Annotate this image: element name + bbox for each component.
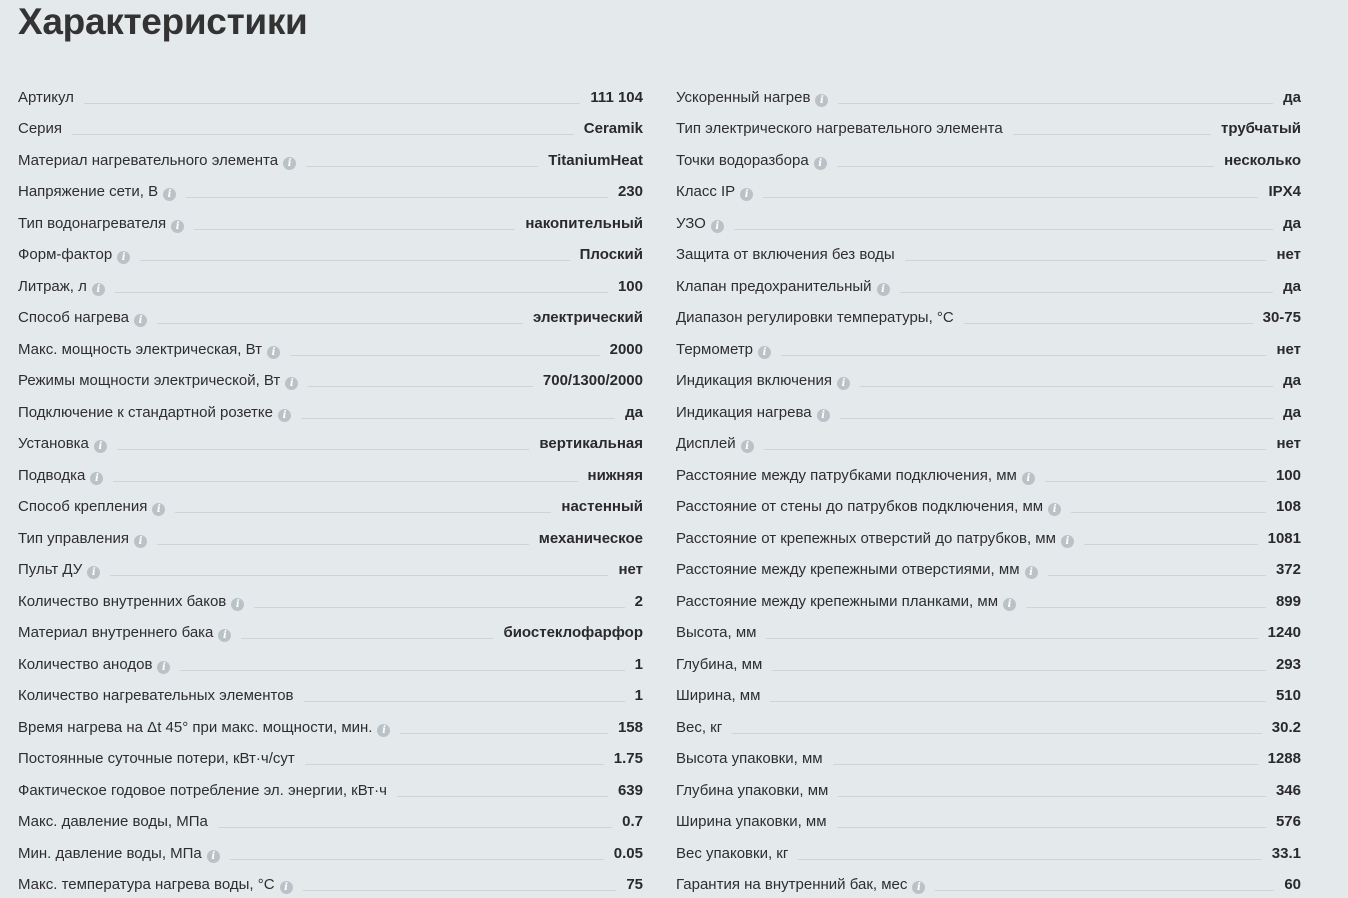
leader-line xyxy=(115,292,608,293)
leader-line xyxy=(833,764,1258,765)
spec-value: 899 xyxy=(1276,593,1301,611)
spec-value: вертикальная xyxy=(539,435,643,453)
page-title: Характеристики xyxy=(18,0,308,44)
spec-row xyxy=(676,426,1301,458)
spec-row xyxy=(676,583,1301,615)
info-icon[interactable]: i xyxy=(377,724,390,737)
spec-row xyxy=(676,300,1301,332)
spec-row xyxy=(18,426,643,458)
info-icon[interactable]: i xyxy=(171,220,184,233)
spec-value: нижняя xyxy=(588,467,643,485)
spec-label: Постоянные суточные потери, кВт·ч/сут xyxy=(18,750,295,768)
leader-line xyxy=(140,260,569,261)
spec-row xyxy=(18,205,643,237)
info-icon[interactable]: i xyxy=(267,346,280,359)
spec-label: Литраж, л xyxy=(18,278,87,296)
info-icon[interactable]: i xyxy=(877,283,890,296)
spec-row xyxy=(676,615,1301,647)
spec-value: Плоский xyxy=(580,246,643,264)
spec-label: Высота, мм xyxy=(676,624,756,642)
spec-value: 0.05 xyxy=(614,845,643,863)
spec-value: 108 xyxy=(1276,498,1301,516)
leader-line xyxy=(180,670,624,671)
leader-line xyxy=(306,166,538,167)
spec-row xyxy=(18,268,643,300)
spec-row xyxy=(18,331,643,363)
spec-value: 510 xyxy=(1276,687,1301,705)
spec-label: Установка xyxy=(18,435,89,453)
leader-line xyxy=(764,449,1267,450)
spec-label: Подводка xyxy=(18,467,85,485)
spec-row xyxy=(676,804,1301,836)
spec-value: 100 xyxy=(618,278,643,296)
spec-value: да xyxy=(1283,278,1301,296)
info-icon[interactable]: i xyxy=(1025,566,1038,579)
spec-label: Клапан предохранительный xyxy=(676,278,872,296)
spec-row xyxy=(676,489,1301,521)
spec-label: Способ крепления xyxy=(18,498,147,516)
leader-line xyxy=(1071,512,1266,513)
spec-row xyxy=(18,457,643,489)
leader-line xyxy=(1045,481,1266,482)
leader-line xyxy=(798,859,1261,860)
leader-line xyxy=(900,292,1274,293)
spec-row xyxy=(676,867,1301,898)
spec-row xyxy=(18,363,643,395)
leader-line xyxy=(301,418,615,419)
spec-label: Термометр xyxy=(676,341,753,359)
spec-value: нет xyxy=(1276,246,1301,264)
leader-line xyxy=(84,103,581,104)
spec-label: Ширина упаковки, мм xyxy=(676,813,827,831)
spec-value: электрический xyxy=(533,309,643,327)
spec-value: несколько xyxy=(1224,152,1301,170)
leader-line xyxy=(1084,544,1258,545)
leader-line xyxy=(241,638,493,639)
spec-value: 1 xyxy=(635,687,643,705)
spec-label: Дисплей xyxy=(676,435,736,453)
spec-row xyxy=(18,142,643,174)
leader-line xyxy=(194,229,515,230)
info-icon[interactable]: i xyxy=(90,472,103,485)
leader-line xyxy=(964,323,1253,324)
spec-label: Гарантия на внутренний бак, мес xyxy=(676,876,907,894)
spec-value: 293 xyxy=(1276,656,1301,674)
spec-value: 30.2 xyxy=(1272,719,1301,737)
spec-value: 576 xyxy=(1276,813,1301,831)
spec-value: 1081 xyxy=(1268,530,1301,548)
spec-row xyxy=(676,205,1301,237)
spec-row xyxy=(18,489,643,521)
leader-line xyxy=(770,701,1266,702)
spec-label: УЗО xyxy=(676,215,706,233)
spec-label: Тип водонагревателя xyxy=(18,215,166,233)
spec-row xyxy=(18,237,643,269)
spec-label: Расстояние от стены до патрубков подключения, мм xyxy=(676,498,1043,516)
spec-row xyxy=(676,268,1301,300)
spec-label: Макс. давление воды, МПа xyxy=(18,813,208,831)
spec-row xyxy=(676,394,1301,426)
info-icon[interactable]: i xyxy=(117,251,130,264)
info-icon[interactable]: i xyxy=(912,881,925,894)
spec-value: 33.1 xyxy=(1272,845,1301,863)
spec-label: Ширина, мм xyxy=(676,687,760,705)
spec-row xyxy=(18,300,643,332)
info-icon[interactable]: i xyxy=(134,314,147,327)
leader-line xyxy=(397,796,608,797)
spec-label: Количество анодов xyxy=(18,656,152,674)
spec-label: Защита от включения без воды xyxy=(676,246,895,264)
spec-row xyxy=(18,552,643,584)
spec-value: трубчатый xyxy=(1221,120,1301,138)
info-icon[interactable]: i xyxy=(1003,598,1016,611)
spec-row xyxy=(676,741,1301,773)
info-icon[interactable]: i xyxy=(740,188,753,201)
spec-row xyxy=(676,709,1301,741)
info-icon[interactable]: i xyxy=(157,661,170,674)
leader-line xyxy=(113,481,577,482)
spec-row xyxy=(18,174,643,206)
spec-value: 1240 xyxy=(1268,624,1301,642)
spec-row xyxy=(18,520,643,552)
spec-value: 700/1300/2000 xyxy=(543,372,643,390)
spec-row xyxy=(18,646,643,678)
spec-label: Глубина упаковки, мм xyxy=(676,782,828,800)
info-icon[interactable]: i xyxy=(1022,472,1035,485)
specs-column-left xyxy=(18,79,643,898)
spec-value: 111 104 xyxy=(590,89,643,107)
info-icon[interactable]: i xyxy=(1048,503,1061,516)
info-icon[interactable]: i xyxy=(285,377,298,390)
leader-line xyxy=(218,827,612,828)
spec-row xyxy=(676,111,1301,143)
spec-label: Макс. температура нагрева воды, °С xyxy=(18,876,275,894)
specs-column-right xyxy=(676,79,1301,898)
spec-value: 346 xyxy=(1276,782,1301,800)
spec-label: Материал внутреннего бака xyxy=(18,624,213,642)
spec-row xyxy=(676,835,1301,867)
spec-label: Время нагрева на Δt 45° при макс. мощности, мин. xyxy=(18,719,372,737)
info-icon[interactable]: i xyxy=(94,440,107,453)
leader-line xyxy=(763,197,1258,198)
spec-label: Артикул xyxy=(18,89,74,107)
leader-line xyxy=(905,260,1267,261)
spec-row xyxy=(18,678,643,710)
spec-value: да xyxy=(1283,89,1301,107)
spec-value: биостеклофарфор xyxy=(503,624,643,642)
spec-value: 30-75 xyxy=(1263,309,1301,327)
info-icon[interactable]: i xyxy=(283,157,296,170)
spec-row xyxy=(676,772,1301,804)
leader-line xyxy=(837,166,1214,167)
info-icon[interactable]: i xyxy=(815,94,828,107)
leader-line xyxy=(304,701,625,702)
leader-line xyxy=(838,796,1266,797)
leader-line xyxy=(308,386,533,387)
spec-value: 100 xyxy=(1276,467,1301,485)
info-icon[interactable]: i xyxy=(92,283,105,296)
spec-label: Пульт ДУ xyxy=(18,561,82,579)
leader-line xyxy=(110,575,608,576)
spec-row xyxy=(676,174,1301,206)
spec-row xyxy=(676,79,1301,111)
spec-label: Расстояние между патрубками подключения, мм xyxy=(676,467,1017,485)
spec-label: Способ нагрева xyxy=(18,309,129,327)
info-icon[interactable]: i xyxy=(280,881,293,894)
spec-value: TitaniumHeat xyxy=(548,152,643,170)
spec-value: 1.75 xyxy=(614,750,643,768)
spec-value: 2000 xyxy=(610,341,643,359)
leader-line xyxy=(157,544,529,545)
spec-row xyxy=(676,678,1301,710)
info-icon[interactable]: i xyxy=(817,409,830,422)
spec-value: 60 xyxy=(1284,876,1301,894)
spec-row xyxy=(18,772,643,804)
info-icon[interactable]: i xyxy=(87,566,100,579)
leader-line xyxy=(290,355,600,356)
spec-label: Расстояние от крепежных отверстий до патрубков, мм xyxy=(676,530,1056,548)
spec-label: Тип электрического нагревательного элемента xyxy=(676,120,1003,138)
leader-line xyxy=(157,323,523,324)
leader-line xyxy=(1026,607,1266,608)
spec-row xyxy=(18,615,643,647)
spec-value: 1 xyxy=(635,656,643,674)
spec-value: механическое xyxy=(539,530,643,548)
info-icon[interactable]: i xyxy=(711,220,724,233)
spec-value: накопительный xyxy=(525,215,643,233)
leader-line xyxy=(1048,575,1266,576)
spec-label: Класс IP xyxy=(676,183,735,201)
spec-label: Мин. давление воды, МПа xyxy=(18,845,202,863)
spec-row xyxy=(18,709,643,741)
spec-label: Вес, кг xyxy=(676,719,722,737)
leader-line xyxy=(781,355,1266,356)
info-icon[interactable]: i xyxy=(837,377,850,390)
info-icon[interactable]: i xyxy=(152,503,165,516)
spec-row xyxy=(18,111,643,143)
spec-row xyxy=(18,867,643,898)
leader-line xyxy=(1013,134,1211,135)
spec-row xyxy=(18,79,643,111)
spec-label: Режимы мощности электрической, Вт xyxy=(18,372,280,390)
spec-row xyxy=(676,237,1301,269)
leader-line xyxy=(732,733,1262,734)
spec-label: Высота упаковки, мм xyxy=(676,750,823,768)
leader-line xyxy=(766,638,1257,639)
info-icon[interactable]: i xyxy=(134,535,147,548)
leader-line xyxy=(303,890,617,891)
spec-label: Точки водоразбора xyxy=(676,152,809,170)
spec-row xyxy=(18,394,643,426)
spec-row xyxy=(18,835,643,867)
leader-line xyxy=(772,670,1266,671)
spec-row xyxy=(18,804,643,836)
spec-label: Расстояние между крепежными планками, мм xyxy=(676,593,998,611)
spec-label: Ускоренный нагрев xyxy=(676,89,810,107)
spec-row xyxy=(676,457,1301,489)
spec-label: Глубина, мм xyxy=(676,656,762,674)
leader-line xyxy=(838,103,1273,104)
leader-line xyxy=(117,449,529,450)
leader-line xyxy=(837,827,1266,828)
info-icon[interactable]: i xyxy=(741,440,754,453)
spec-value: 1288 xyxy=(1268,750,1301,768)
leader-line xyxy=(400,733,608,734)
spec-value: Ceramik xyxy=(584,120,643,138)
spec-row xyxy=(18,741,643,773)
info-icon[interactable]: i xyxy=(218,629,231,642)
info-icon[interactable]: i xyxy=(163,188,176,201)
spec-label: Тип управления xyxy=(18,530,129,548)
spec-row xyxy=(676,331,1301,363)
info-icon[interactable]: i xyxy=(278,409,291,422)
leader-line xyxy=(860,386,1273,387)
leader-line xyxy=(254,607,624,608)
spec-label: Диапазон регулировки температуры, °С xyxy=(676,309,954,327)
spec-label: Индикация включения xyxy=(676,372,832,390)
spec-value: да xyxy=(1283,404,1301,422)
info-icon[interactable]: i xyxy=(231,598,244,611)
spec-row xyxy=(676,142,1301,174)
spec-value: нет xyxy=(1276,435,1301,453)
spec-value: нет xyxy=(618,561,643,579)
leader-line xyxy=(935,890,1274,891)
spec-label: Материал нагревательного элемента xyxy=(18,152,278,170)
spec-label: Макс. мощность электрическая, Вт xyxy=(18,341,262,359)
spec-value: нет xyxy=(1276,341,1301,359)
spec-row xyxy=(676,520,1301,552)
spec-value: настенный xyxy=(561,498,643,516)
spec-value: 75 xyxy=(626,876,643,894)
leader-line xyxy=(175,512,551,513)
spec-label: Вес упаковки, кг xyxy=(676,845,788,863)
leader-line xyxy=(186,197,608,198)
spec-row xyxy=(676,552,1301,584)
spec-row xyxy=(18,583,643,615)
leader-line xyxy=(72,134,574,135)
spec-value: 230 xyxy=(618,183,643,201)
spec-label: Форм-фактор xyxy=(18,246,112,264)
spec-label: Количество внутренних баков xyxy=(18,593,226,611)
spec-row xyxy=(676,646,1301,678)
spec-value: 0.7 xyxy=(622,813,643,831)
spec-value: 372 xyxy=(1276,561,1301,579)
info-icon[interactable]: i xyxy=(814,157,827,170)
spec-label: Серия xyxy=(18,120,62,138)
info-icon[interactable]: i xyxy=(758,346,771,359)
leader-line xyxy=(230,859,604,860)
spec-value: IPX4 xyxy=(1268,183,1301,201)
spec-label: Фактическое годовое потребление эл. энергии, кВт·ч xyxy=(18,782,387,800)
leader-line xyxy=(305,764,604,765)
spec-label: Количество нагревательных элементов xyxy=(18,687,294,705)
spec-value: 2 xyxy=(635,593,643,611)
info-icon[interactable]: i xyxy=(1061,535,1074,548)
spec-row xyxy=(676,363,1301,395)
spec-value: 158 xyxy=(618,719,643,737)
leader-line xyxy=(734,229,1273,230)
spec-value: да xyxy=(625,404,643,422)
info-icon[interactable]: i xyxy=(207,850,220,863)
leader-line xyxy=(840,418,1274,419)
spec-label: Напряжение сети, В xyxy=(18,183,158,201)
spec-label: Индикация нагрева xyxy=(676,404,812,422)
spec-value: 639 xyxy=(618,782,643,800)
spec-label: Расстояние между крепежными отверстиями, мм xyxy=(676,561,1020,579)
spec-label: Подключение к стандартной розетке xyxy=(18,404,273,422)
spec-value: да xyxy=(1283,372,1301,390)
spec-value: да xyxy=(1283,215,1301,233)
